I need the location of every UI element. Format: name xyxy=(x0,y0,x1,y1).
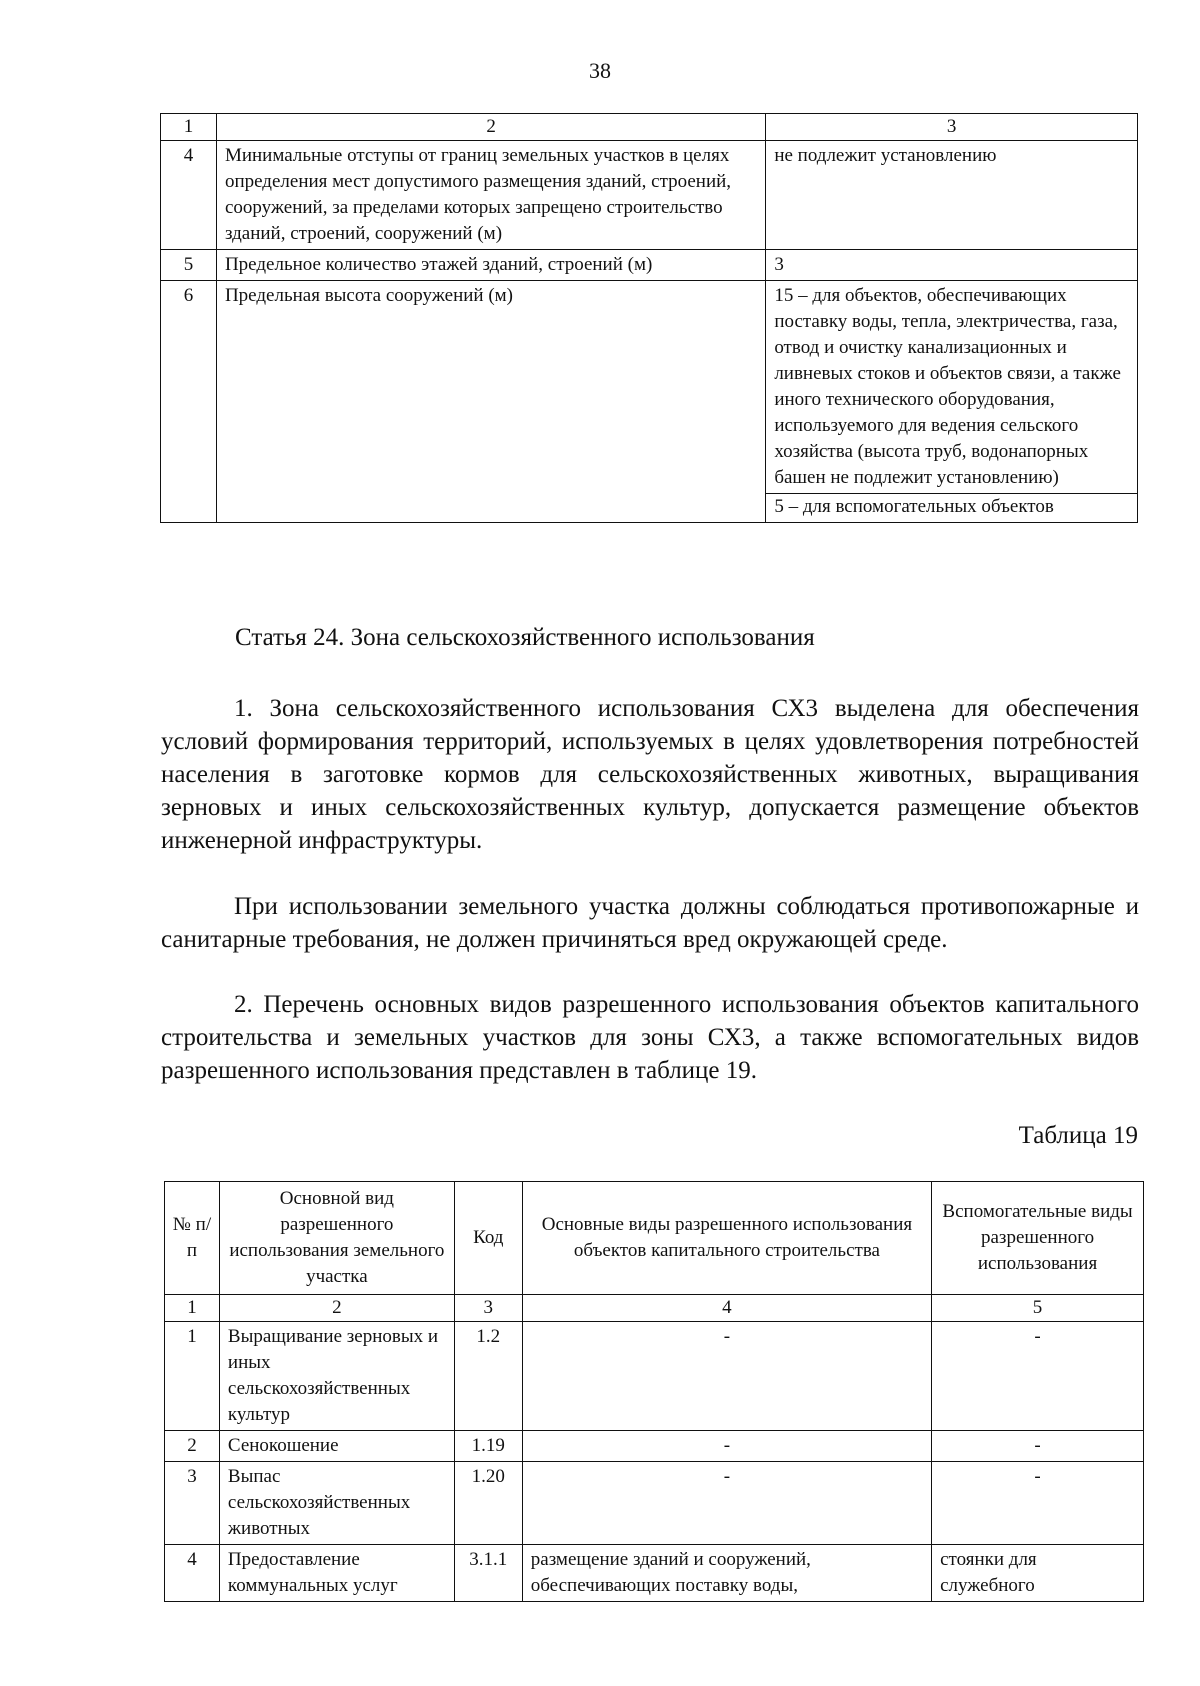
code-cell: 1.19 xyxy=(454,1431,522,1462)
header-cell: Код xyxy=(454,1182,522,1295)
aux-use-cell: стоянки для служебного xyxy=(932,1545,1144,1602)
main-use-cell: размещение зданий и сооружений, обеспечивающих поставку воды, xyxy=(522,1545,931,1602)
code-cell: 1.2 xyxy=(454,1322,522,1431)
zone-parameters-table-continuation xyxy=(160,113,1138,523)
column-number: 3 xyxy=(454,1295,522,1322)
use-type-cell: Предоставление коммунальных услуг xyxy=(219,1545,454,1602)
value-cell: 3 xyxy=(766,250,1138,281)
table-row xyxy=(165,1431,1144,1462)
row-number: 6 xyxy=(161,281,217,523)
row-number: 1 xyxy=(165,1322,220,1431)
row-number: 5 xyxy=(161,250,217,281)
main-use-cell: - xyxy=(522,1322,931,1431)
main-use-cell: - xyxy=(522,1431,931,1462)
value-cell: не подлежит установлению xyxy=(766,141,1138,250)
table-row xyxy=(161,250,1138,281)
row-number: 4 xyxy=(161,141,217,250)
aux-use-cell: - xyxy=(932,1322,1144,1431)
table-caption: Таблица 19 xyxy=(1018,1122,1138,1149)
use-type-cell: Выращивание зерновых и иных сельскохозяйственных культур xyxy=(219,1322,454,1431)
aux-use-cell: - xyxy=(932,1431,1144,1462)
aux-use-cell: - xyxy=(932,1462,1144,1545)
value-text: 15 – для объектов, обеспечивающих поставку воды, тепла, электричества, газа, отвод и очистку канализационных и ливневых стоков и объектов связи, а также иного технического оборудования, используемого для ведения сельского хозяйства (высота труб, водонапорных башен не подлежит установлению) xyxy=(774,285,1121,488)
header-cell: Основные виды разрешенного использования объектов капитального строительства xyxy=(522,1182,931,1295)
value-cell xyxy=(766,281,1138,523)
table-row xyxy=(165,1462,1144,1545)
parameter-cell: Предельное количество этажей зданий, строений (м) xyxy=(216,250,765,281)
paragraph: 2. Перечень основных видов разрешенного использования объектов капитального строительства и земельных участков для зоны СХ3, а также вспомогательных видов разрешенного использования представлен в таблице 19. xyxy=(161,991,1139,1084)
use-type-cell: Выпас сельскохозяйственных животных xyxy=(219,1462,454,1545)
column-number: 3 xyxy=(766,114,1138,141)
main-use-cell: - xyxy=(522,1462,931,1545)
table-row xyxy=(165,1322,1144,1431)
permitted-use-table xyxy=(164,1181,1144,1602)
paragraph: При использовании земельного участка должны соблюдаться противопожарные и санитарные требования, не должен причиняться вред окружающей среде. xyxy=(161,893,1139,953)
header-cell: № п/п xyxy=(165,1182,220,1295)
row-number: 2 xyxy=(165,1431,220,1462)
value-subcell: 5 – для вспомогательных объектов xyxy=(766,493,1137,520)
parameter-cell: Предельная высота сооружений (м) xyxy=(216,281,765,523)
code-cell: 1.20 xyxy=(454,1462,522,1545)
column-number: 2 xyxy=(216,114,765,141)
column-number: 2 xyxy=(219,1295,454,1322)
column-number: 1 xyxy=(161,114,217,141)
code-cell: 3.1.1 xyxy=(454,1545,522,1602)
table-row xyxy=(165,1545,1144,1602)
table-column-numbers-row xyxy=(161,114,1138,141)
parameter-cell: Минимальные отступы от границ земельных участков в целях определения мест допустимого размещения зданий, строений, сооружений, за пределами которых запрещено строительство зданий, строений, сооружений (м) xyxy=(216,141,765,250)
header-cell: Вспомогательные виды разрешенного использования xyxy=(932,1182,1144,1295)
table-column-numbers-row xyxy=(165,1295,1144,1322)
column-number: 5 xyxy=(932,1295,1144,1322)
table-row xyxy=(161,281,1138,523)
header-cell: Основной вид разрешенного использования земельного участка xyxy=(219,1182,454,1295)
page-number: 38 xyxy=(589,58,611,83)
row-number: 4 xyxy=(165,1545,220,1602)
use-type-cell: Сенокошение xyxy=(219,1431,454,1462)
table-row xyxy=(161,141,1138,250)
table-header-row xyxy=(165,1182,1144,1295)
column-number: 4 xyxy=(522,1295,931,1322)
paragraph: 1. Зона сельскохозяйственного использования СХ3 выделена для обеспечения условий формирования территорий, используемых в целях удовлетворения потребностей населения в заготовке кормов для сельскохозяйственных животных, выращивания зерновых и иных сельскохозяйственных культур, допускается размещение объектов инженерной инфраструктуры. xyxy=(161,695,1139,854)
row-number: 3 xyxy=(165,1462,220,1545)
column-number: 1 xyxy=(165,1295,220,1322)
article-title: Статья 24. Зона сельскохозяйственного использования xyxy=(235,624,815,651)
